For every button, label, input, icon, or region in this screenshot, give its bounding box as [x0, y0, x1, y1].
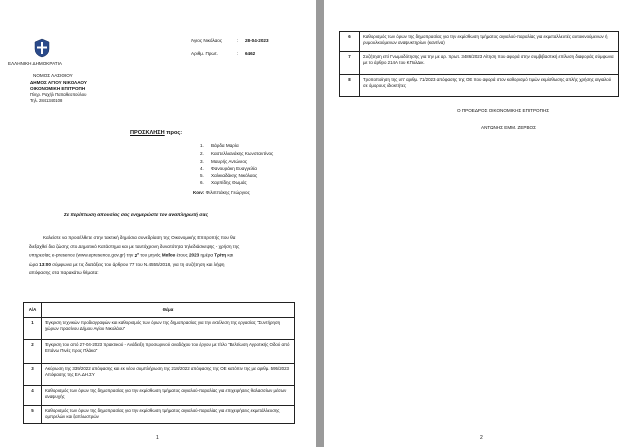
recipient-name: Χαλκιαδάκης Νικόλαος: [211, 173, 258, 178]
column-header-number: Α/Α: [24, 303, 42, 318]
item-subject: Καθορισμός των όρων της δημοπρασίας για την εκμίσθωση τμήματος αιγιαλού-παραλίας για επιχειρήσεις θαλασσίων μέσων αναψυχής: [42, 385, 295, 405]
item-number: 4: [24, 385, 42, 405]
document-date: 28-04-2023: [245, 38, 269, 43]
item-number: 5: [24, 405, 42, 423]
document-page-2: [324, 0, 640, 447]
contact-person: Πληρ. Ραχήλ Παπαθεοπούλου: [30, 92, 87, 97]
table-row: [340, 75, 619, 97]
table-row: [340, 32, 619, 52]
item-number: 8: [340, 75, 360, 97]
org-line-1: ΕΛΛΗΝΙΚΗ ΔΗΜΟΚΡΑΤΙΑ: [8, 61, 62, 66]
recipient-name: Βάρδα Μαρία: [211, 143, 239, 148]
item-number: 3: [24, 363, 42, 385]
protocol-number: 6462: [245, 51, 256, 56]
item-subject: Έγκριση του από 27-04-2023 πρακτικού - Ανάδειξη προσωρινού αναδόχου του έργου με τίτλο "Βελτίωση Αγροτικής Οδού από Επάνω Πινές προς Πλάκα": [42, 339, 295, 363]
place-label: Άγιος Νικόλαος: [191, 38, 223, 43]
cc-line: Κοιν: Φιλιππάκης Γεώργιος: [193, 190, 250, 195]
table-header-row: [24, 303, 295, 318]
absence-note: Σε περίπτωση απουσίας σας ενημερώστε τον αναπληρωτή σας: [64, 213, 208, 218]
agenda-table: [23, 302, 295, 424]
item-subject: Καθορισμός των όρων της δημοπρασίας για την εκμίσθωση τμήματος αιγιαλού-παραλίας για εκμεταλλευτές αυτοκινούμενων ή ρυμουλκούμενων αναψυκτηρίων (καντίνα): [360, 32, 619, 52]
table-row: [24, 339, 295, 363]
table-row: [24, 317, 295, 339]
org-line-4: ΟΙΚΟΝΟΜΙΚΗ ΕΠΙΤΡΟΠΗ: [30, 86, 86, 91]
invitation-title: ΠΡΟΣΚΛΗΣΗ προς:: [130, 130, 183, 136]
recipient-name: Χαρπίδης Θωμάς: [211, 180, 247, 185]
greek-coat-of-arms-icon: [33, 38, 51, 58]
column-header-subject: Θέμα: [42, 303, 295, 318]
agenda-table-continued: [339, 31, 619, 97]
signature-name: ΑΝΤΩΝΗΣ ΕΜΜ. ΖΕΡΒΟΣ: [481, 125, 536, 130]
item-subject: Καθορισμός των όρων της δημοπρασίας για την εκμίσθωση τμήματος αιγιαλού-παραλίας για επιχειρήσεις εκμετάλλευσης ομπρελών και ξαπλωστρών: [42, 405, 295, 423]
table-row: [24, 363, 295, 385]
item-number: 1: [24, 317, 42, 339]
recipient-name: Μαυρής Αντώνιος: [211, 159, 248, 164]
table-row: [340, 52, 619, 75]
contact-phone: Τηλ. 2841340108: [30, 98, 63, 103]
item-subject: Τροποποίηση της υπ' αριθμ. 71/2023 απόφασης της ΟΕ που αφορά στον καθορισμό τιμών εκμίσθωσης απλής χρήσης αιγιαλού σε όμορους ιδιοκτήτες: [360, 75, 619, 97]
table-row: [24, 385, 295, 405]
recipient-name: Φανουράκη Ευαγγελία: [211, 166, 257, 171]
table-row: [24, 405, 295, 423]
invitation-body: Καλείστε να προσέλθετε στην τακτική δημόσια συνεδρίαση της Οικονομικής Επιτροπής που θα διεξαχθεί δια ζώσης στο Δημοτικό Κατάστημα και με ταυτόχρονη δυνατότητα τηλεδιάσκεψης - χρήση της υπηρεσίας e-presence (www.epresence.gov.gr) την $2^\alpha$ του μηνός Μαΐου έτους 2023 ημέρα Τρίτη και ώρα 13:00 σύμφωνα με τις διατάξεις του άρθρου 77 του Ν.4555/2018, για τη συζήτηση και λήψη απόφασης στα παρακάτω θέματα:: [29, 235, 240, 276]
item-subject: Ακύρωση της 339/2022 απόφασης και εκ νέου συμπλήρωση της 218/2022 απόφασης της ΟΕ κατόπιν της με αριθμ. 595/2023 Απόφασης της ΕΑ.ΔΗ.ΣΥ: [42, 363, 295, 385]
item-subject: Συζήτηση επί Γνωμοδότησης για την με αρ. πρωτ. 3486/2023 Αίτηση που αφορά στην συμβιβαστική επίλυση διαφοράς σύμφωνα με το άρθρο 214Α του ΚΠολΔικ.: [360, 52, 619, 75]
page-number: 2: [480, 435, 483, 441]
recipient-name: Καστελλιανάκης Κωνσταντίνος: [211, 151, 274, 156]
item-subject: Έγκριση τεχνικών προδιαγραφών και καθορισμός των όρων της δημοπρασίας για την εκτέλεση της εργασίας "Συντήρηση χώρων πρασίνου Δήμου Αγίου Νικολάου": [42, 317, 295, 339]
page-number: 1: [156, 435, 159, 441]
protocol-label: Αριθμ. Πρωτ.: [191, 51, 218, 56]
item-number: 7: [340, 52, 360, 75]
document-page-1: ΕΛΛΗΝΙΚΗ ΔΗΜΟΚΡΑΤΙΑ ΝΟΜΟΣ ΛΑΣΙΘΙΟΥ ΔΗΜΟΣ ΑΓΙΟΥ ΝΙΚΟΛΑΟΥ ΟΙΚΟΝΟΜΙΚΗ ΕΠΙΤΡΟΠΗ Πληρ. Ραχήλ Παπαθεοπούλου Τηλ. 2841340108 Άγιος Νικόλαος : 28-04-2023 Αριθμ. Πρωτ. : 6462 ΠΡΟΣΚΛΗΣΗ προς: 1. Βάρδα Μαρία 2. Καστελλιανάκης Κωνσταντίνος 3. Μαυρής Αντώνιος 4. Φανουράκη Ευαγγελία 5. Χαλκιαδάκης Νικόλαος 6. Χαρπίδης Θωμάς Κοιν: Φιλιππάκης Γεώργιος Σε περίπτωση απουσίας σας ενημερώστε τον αναπληρωτή σας Καλείστε να προσέλθετε στην τακτική δημόσια συνεδρίαση της Οικονομικής Επιτροπής που θα διεξαχθεί δια ζώσης στο Δημοτικό Κατάστημα και με ταυτόχρονη δυνατότητα τηλεδιάσκεψης - χρήση της υπηρεσίας e-presence (www.epresence.gov.gr) την $2^\alpha$ του μηνός Μαΐου έτους 2023 ημέρα Τρίτη και ώρα 13:00 σύμφωνα με τις διατάξεις του άρθρου 77 του Ν.4555/2018, για τη συζήτηση και λήψη απόφασης στα παρακάτω θέματα: Α/Α Θέμα 1 Έγκριση τεχνικών προδιαγραφών και καθορισμός των όρων της δημοπρασίας για την εκτέλεση της εργασίας "Συντήρηση χώρων πρασίνου Δήμου Αγίου Νικολάου" 2 Έγκριση του από 27-04-2023 πρακτικού - Ανάδειξη προσωρινού αναδόχου του έργου με τίτλο "Βελτίωση Αγροτικής Οδού από Επάνω Πινές προς Πλάκα" 3 Ακύρωση της 339/2022 απόφασης και εκ νέου συμπλήρωση της 218/2022 απόφασης της ΟΕ κατόπιν της με αριθμ. 595/2023 Απόφασης της ΕΑ.ΔΗ.ΣΥ 4 Καθορισμός των όρων της δημοπρασίας για την εκμίσθωση τμήματος αιγιαλού-παραλίας για επιχειρήσεις θαλασσίων μέσων αναψυχής 5 Καθορισμός των όρων της δημοπρασίας για την εκμίσθωση τμήματος αιγιαλού-παραλίας για επιχειρήσεις εκμετάλλευσης ομπρελών και ξαπλωστρών 1: [0, 0, 316, 447]
signature-role: Ο ΠΡΟΕΔΡΟΣ ΟΙΚΟΝΟΜΙΚΗΣ ΕΠΙΤΡΟΠΗΣ: [457, 108, 550, 113]
org-line-2: ΝΟΜΟΣ ΛΑΣΙΘΙΟΥ: [33, 73, 73, 78]
item-number: 2: [24, 339, 42, 363]
item-number: 6: [340, 32, 360, 52]
org-line-3: ΔΗΜΟΣ ΑΓΙΟΥ ΝΙΚΟΛΑΟΥ: [30, 80, 87, 85]
